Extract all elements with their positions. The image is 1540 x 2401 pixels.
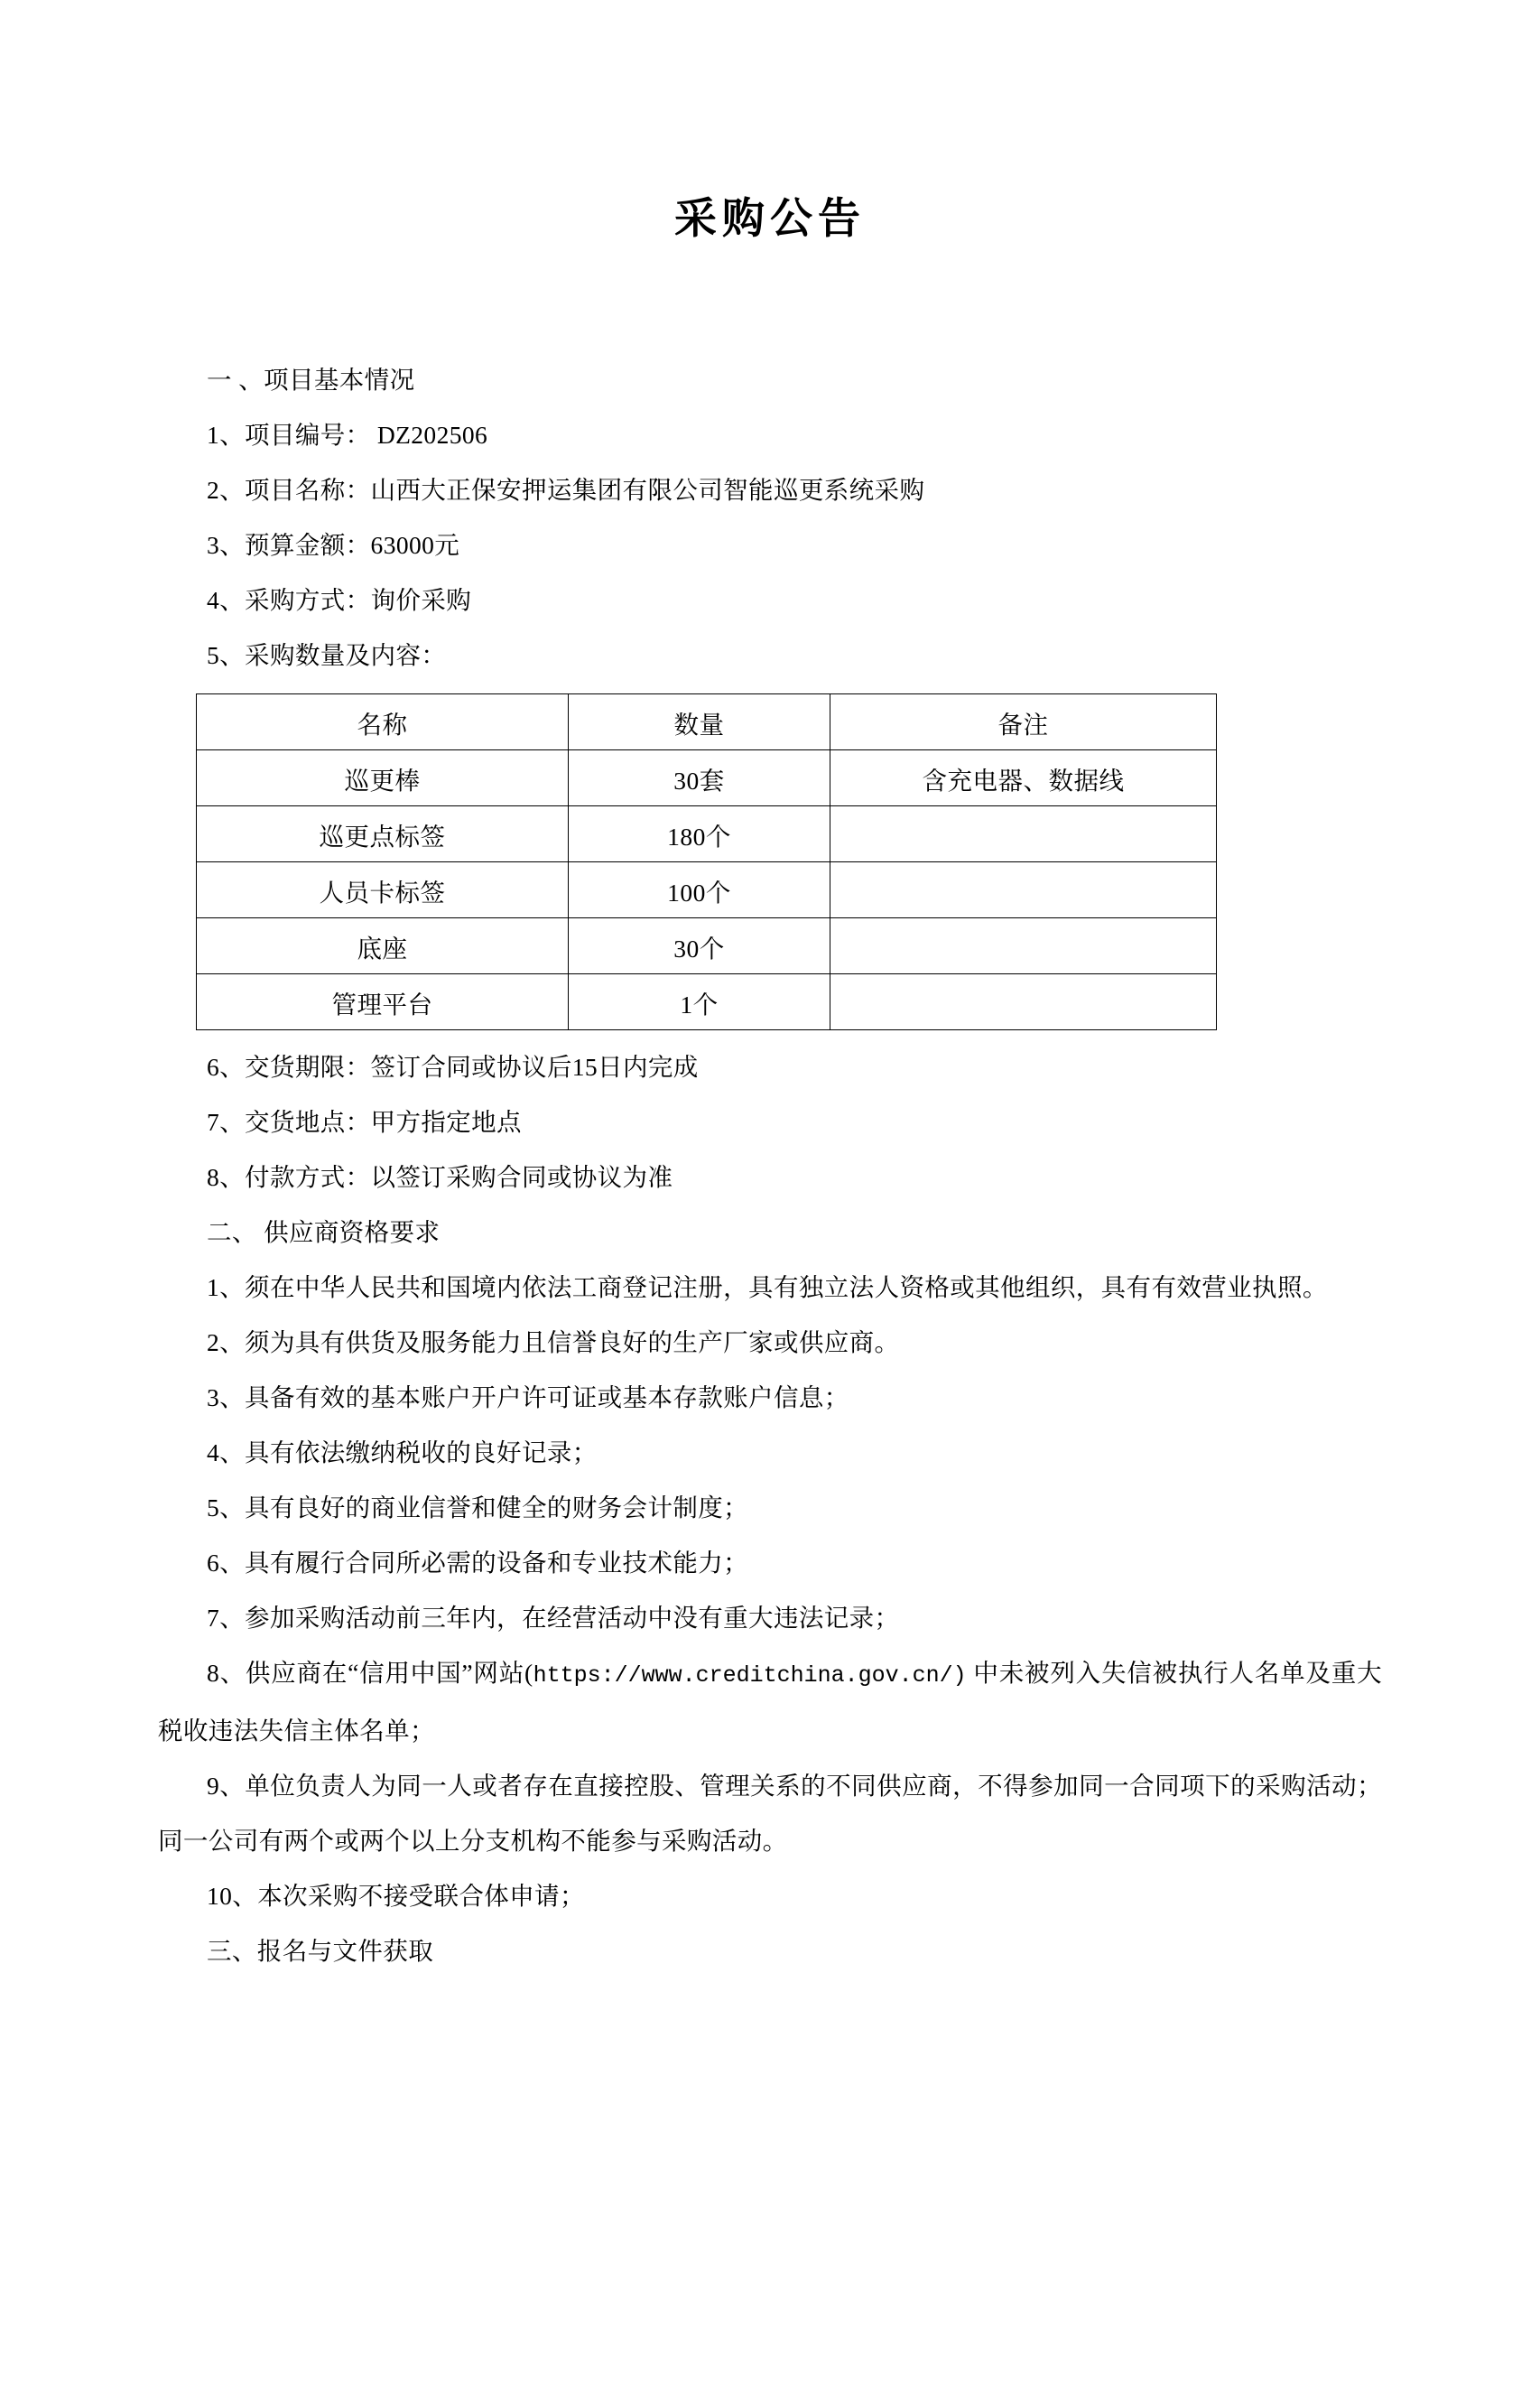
document-page bbox=[0, 185, 1540, 2401]
cell-remark: 含充电器、数据线 bbox=[830, 750, 1217, 806]
table-header-quantity: 数量 bbox=[569, 694, 830, 750]
cell-quantity: 180个 bbox=[569, 806, 830, 862]
qualification-item-7: 7、参加采购活动前三年内，在经营活动中没有重大违法记录； bbox=[207, 1604, 900, 1632]
page-title: 采购公告 bbox=[674, 196, 866, 243]
items-table bbox=[196, 693, 1217, 1030]
table-header-name: 名称 bbox=[197, 694, 569, 750]
cell-name: 管理平台 bbox=[197, 974, 569, 1030]
item-project-name: 2、项目名称：山西大正保安押运集团有限公司智能巡更系统采购 bbox=[207, 476, 925, 504]
cell-quantity: 30个 bbox=[569, 918, 830, 974]
cell-quantity: 30套 bbox=[569, 750, 830, 806]
cell-remark bbox=[830, 806, 1217, 862]
table-row bbox=[197, 750, 1217, 806]
table-header-remark: 备注 bbox=[830, 694, 1217, 750]
cell-remark bbox=[830, 862, 1217, 918]
table-header-row bbox=[197, 694, 1217, 750]
cell-remark bbox=[830, 918, 1217, 974]
table-row bbox=[197, 862, 1217, 918]
item-purchase-method: 4、采购方式：询价采购 bbox=[207, 586, 472, 614]
cell-quantity: 100个 bbox=[569, 862, 830, 918]
items-table-wrapper bbox=[158, 693, 1382, 1030]
qualification-8-text-after: 中未被列入失信被执行人名单及重大税收违法失信主体名单； bbox=[158, 1659, 1382, 1745]
qualification-item-10: 10、本次采购不接受联合体申请； bbox=[207, 1882, 585, 1910]
qualification-item-5: 5、具有良好的商业信誉和健全的财务会计制度； bbox=[207, 1494, 749, 1522]
table-row bbox=[197, 974, 1217, 1030]
cell-quantity: 1个 bbox=[569, 974, 830, 1030]
section-heading-basic-info: 一 、项目基本情况 bbox=[207, 366, 415, 394]
table-row bbox=[197, 806, 1217, 862]
item-delivery-location: 7、交货地点：甲方指定地点 bbox=[207, 1108, 522, 1136]
creditchina-url: https://www.creditchina.gov.cn/) bbox=[533, 1662, 967, 1689]
cell-name: 巡更点标签 bbox=[197, 806, 569, 862]
cell-name: 底座 bbox=[197, 918, 569, 974]
item-budget-amount: 3、预算金额：63000元 bbox=[207, 531, 460, 559]
cell-name: 巡更棒 bbox=[197, 750, 569, 806]
qualification-item-1: 1、须在中华人民共和国境内依法工商登记注册，具有独立法人资格或其他组织，具有有效营业执照。 bbox=[207, 1273, 1328, 1301]
cell-remark bbox=[830, 974, 1217, 1030]
item-project-number: 1、项目编号： DZ202506 bbox=[207, 421, 488, 449]
item-payment-method: 8、付款方式：以签订采购合同或协议为准 bbox=[207, 1163, 673, 1191]
qualification-8-text-before: 8、供应商在“信用中国”网站( bbox=[207, 1659, 533, 1687]
qualification-item-9: 9、单位负责人为同一人或者存在直接控股、管理关系的不同供应商，不得参加同一合同项下的采购活动；同一公司有两个或两个以上分支机构不能参与采购活动。 bbox=[158, 1772, 1382, 1855]
section-heading-registration: 三、报名与文件获取 bbox=[207, 1937, 434, 1965]
section-heading-supplier-qualification: 二、 供应商资格要求 bbox=[207, 1218, 441, 1246]
qualification-item-8 bbox=[158, 1645, 1382, 1758]
item-quantity-content: 5、采购数量及内容： bbox=[207, 641, 447, 669]
table-row bbox=[197, 918, 1217, 974]
qualification-item-2: 2、须为具有供货及服务能力且信誉良好的生产厂家或供应商。 bbox=[207, 1328, 900, 1356]
qualification-item-6: 6、具有履行合同所必需的设备和专业技术能力； bbox=[207, 1549, 749, 1577]
document-body bbox=[0, 352, 1540, 1978]
qualification-item-4: 4、具有依法缴纳税收的良好记录； bbox=[207, 1438, 598, 1466]
item-delivery-deadline: 6、交货期限：签订合同或协议后15日内完成 bbox=[207, 1053, 699, 1081]
qualification-item-3: 3、具备有效的基本账户开户许可证或基本存款账户信息； bbox=[207, 1383, 849, 1411]
cell-name: 人员卡标签 bbox=[197, 862, 569, 918]
